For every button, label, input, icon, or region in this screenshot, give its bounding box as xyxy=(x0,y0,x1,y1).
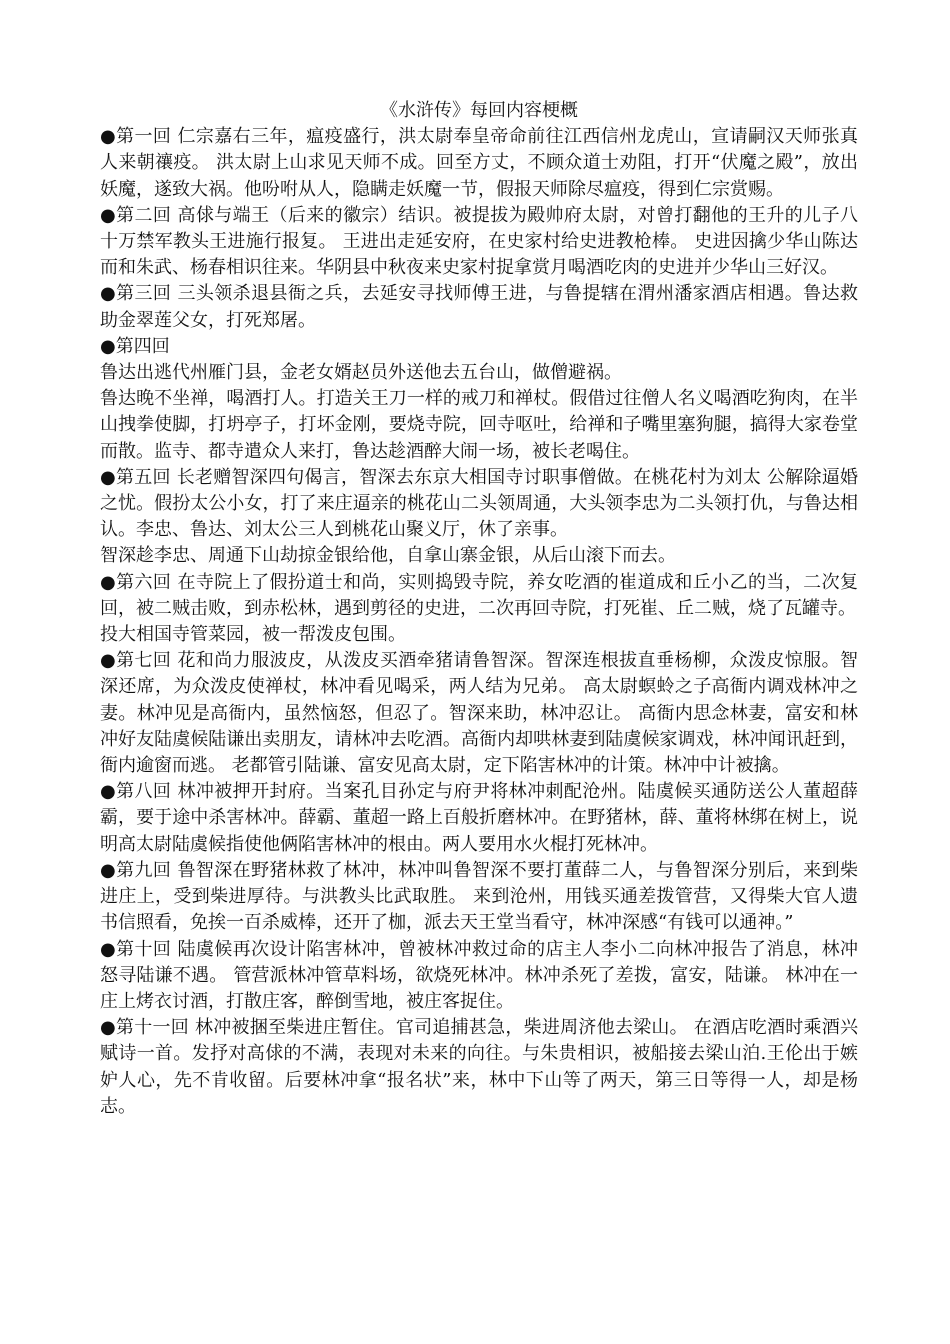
paragraph-chapter-1: ●第一回 仁宗嘉右三年，瘟疫盛行，洪太尉奉皇帝命前往江西信州龙虎山，宣请嗣汉天师张真人来朝禳疫。 洪太尉上山求见天师不成。回至方丈，不顾众道士劝阻，打开“伏魔之殿”，放出妖魔，遂致大祸。他吩咐从人，隐瞒走妖魔一节，假报天师除尽瘟疫，得到仁宗赏赐。 xyxy=(100,126,858,200)
paragraph-chapter-5-cont: 智深趁李忠、周通下山劫掠金银给他，自拿山寨金银，从后山滚下而去。 xyxy=(100,545,676,567)
paragraph-chapter-9: ●第九回 鲁智深在野猪林救了林冲，林冲叫鲁智深不要打董薛二人，与鲁智深分别后，来到柴进庄上，受到柴进厚待。与洪教头比武取胜。 来到沧州，用钱买通差拨管营，又得柴大官人遗书信照看，免挨一百杀威棒，还开了枷，派去天王堂当看守，林冲深感“有钱可以通神。” xyxy=(100,859,858,934)
paragraph-chapter-5: ●第五回 长老赠智深四句偈言，智深去东京大相国寺讨职事僧做。在桃花村为刘太 公解除逼婚之忧。假扮太公小女，打了来庄逼亲的桃花山二头领周通，大头领李忠为二头领打仇，与鲁达相认。李忠、鲁达、刘太公三人到桃花山聚义厅，休了亲事。 xyxy=(100,466,858,541)
paragraph-chapter-4-part-2: 鲁达晚不坐禅，喝酒打人。打造关王刀一样的戒刀和禅杖。假借过往僧人名义喝酒吃狗肉，在半山拽拳使脚，打坍亭子，打坏金刚，要烧寺院，回寺呕吐，给禅和子嘴里塞狗腿，搞得大家卷堂而散。监寺、都寺遣众人来打，鲁达趁酒醉大闹一场，被长老喝住。 xyxy=(100,388,858,462)
paragraph-chapter-2: ●第二回 高俅与端王（后来的徽宗）结识。被提拔为殿帅府太尉，对曾打翻他的王升的儿子八十万禁军教头王进施行报复。 王进出走延安府，在史家村给史进教枪棒。 史进因擒少华山陈达而和朱武、杨春相识往来。华阴县中秋夜来史家村捉拿赏月喝酒吃肉的史进并少华山三好汉。 xyxy=(100,204,858,279)
paragraph-chapter-7: ●第七回 花和尚力服波皮，从泼皮买酒牵猪请鲁智深。智深连根拔直垂杨柳，众泼皮惊服。智深还席，为众泼皮使禅杖，林冲看见喝采，两人结为兄弟。 高太尉螟蛉之子高衙内调戏林冲之妻。林冲见是高衙内，虽然恼怒，但忍了。智深来助，林冲忍让。 高衙内思念林妻，富安和林冲好友陆虞候陆谦出卖朋友，请林冲去吃酒。高衙内却哄林妻到陆虞候家调戏，林冲闻讯赶到，衙内逾窗而逃。 老都管引陆谦、富安见高太尉，定下陷害林冲的计策。林冲中计被擒。 xyxy=(100,650,858,777)
paragraph-chapter-8: ●第八回 林冲被押开封府。当案孔目孙定与府尹将林冲刺配沧州。陆虞候买通防送公人董超薛霸，要于途中杀害林冲。薛霸、董超一路上百般折磨林冲。在野猪林，薛、董将林绑在树上，说明高太尉陆虞候指使他俩陷害林冲的根由。两人要用水火棍打死林冲。 xyxy=(100,781,858,855)
paragraph-chapter-11: ●第十一回 林冲被捆至柴进庄暂住。官司追捕甚急，柴进周济他去梁山。 在酒店吃酒时乘酒兴赋诗一首。发抒对高俅的不满，表现对未来的向往。与朱贵相识，被船接去梁山泊.王伦出于嫉妒人心，先不肯收留。后要林冲拿“报名状”来，林中下山等了两天，第三日等得一人，却是杨志。 xyxy=(100,1017,858,1117)
document-title: 《水浒传》每回内容梗概 xyxy=(380,100,578,121)
paragraph-chapter-4-heading: ●第四回 xyxy=(100,335,170,357)
document-page xyxy=(100,98,858,1120)
paragraph-chapter-6-cont: 投大相国寺管菜园，被一帮泼皮包围。 xyxy=(100,624,406,646)
paragraph-chapter-10: ●第十回 陆虞候再次设计陷害林冲，曾被林冲救过命的店主人李小二向林冲报告了消息，林冲怒寻陆谦不遇。 管营派林冲管草料场，欲烧死林冲。林冲杀死了差拨，富安，陆谦。 林冲在一庄上烤衣讨酒，打散庄客，醉倒雪地，被庄客捉住。 xyxy=(100,938,858,1012)
paragraph-chapter-3: ●第三回 三头领杀退县衙之兵，去延安寻找师傅王进，与鲁提辖在渭州潘家酒店相遇。鲁达救助金翠莲父女，打死郑屠。 xyxy=(100,283,858,331)
paragraph-chapter-4-part-1: 鲁达出逃代州雁门县，金老女婿赵员外送他去五台山，做僧避祸。 xyxy=(100,362,622,384)
paragraph-chapter-6: ●第六回 在寺院上了假扮道士和尚，实则捣毁寺院，养女吃酒的崔道成和丘小乙的当，二次复回，被二贼击败，到赤松林，遇到剪径的史进，二次再回寺院，打死崔、丘二贼，烧了瓦罐寺。 xyxy=(100,571,858,619)
